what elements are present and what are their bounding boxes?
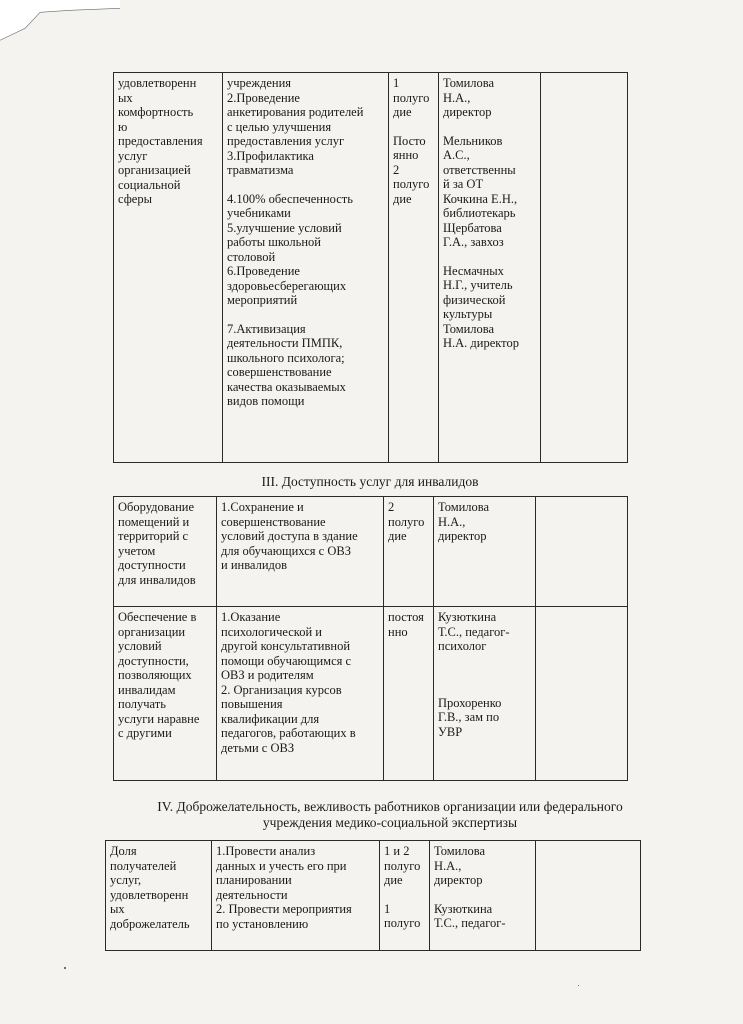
cell-text-line: услуги наравне	[118, 711, 200, 726]
cell-text-line: Н.А.,	[434, 858, 462, 873]
cell-text-line: Т.С., педагог-	[434, 916, 506, 930]
cell-text-line: педагогов, работающих в	[221, 726, 356, 740]
cell-text-line: 2	[393, 162, 400, 177]
cell-text-line: удовлетворенн	[110, 887, 189, 902]
cell-text-line	[227, 178, 385, 192]
cell-text-line: дие	[393, 105, 412, 119]
cell-text-line: сферы	[118, 192, 152, 206]
cell-text-line: Т.С., педагог-	[438, 624, 510, 639]
cell-text-line: й за ОТ	[443, 177, 484, 191]
cell-text-line: с другими	[118, 726, 172, 740]
cell-text-line: дие	[384, 873, 403, 887]
table-courtesy	[105, 840, 641, 951]
deadline-cell	[384, 607, 434, 781]
cell-text-line: Г.А., завхоз	[443, 235, 504, 249]
cell-text-line: дие	[388, 529, 407, 543]
cell-text-line: Томилова	[443, 321, 495, 336]
empty-cell	[536, 607, 628, 781]
cell-text-line: столовой	[227, 249, 276, 264]
cell-text-line: Доля	[110, 844, 137, 858]
cell-text-line: Н.А. директор	[443, 336, 519, 350]
cell-text-line: удовлетворенн	[118, 76, 197, 90]
cell-text-line: видов помощи	[227, 394, 305, 408]
table-accessibility	[113, 496, 628, 781]
cell-text-line: нно	[388, 624, 408, 639]
cell-text-line: предоставления услуг	[227, 134, 345, 148]
cell-text-line: Оборудование	[118, 500, 195, 514]
cell-text-line: Несмачных	[443, 263, 504, 278]
cell-text-line: физической	[443, 292, 506, 307]
cell-text-line: учетом	[118, 543, 156, 558]
cell-text-line: Томилова	[438, 500, 490, 514]
cell-text-line: деятельности	[216, 887, 288, 902]
cell-text-line: квалификации для	[221, 711, 320, 726]
cell-text-line: УВР	[438, 724, 463, 739]
cell-text-line: Прохоренко	[438, 695, 502, 710]
empty-cell	[536, 497, 628, 607]
cell-text-line: данных и учесть его при	[216, 858, 347, 873]
cell-text-line: 6.Проведение	[227, 264, 300, 278]
cell-text-line: 7.Активизация	[227, 321, 306, 336]
cell-text-line: полуго	[384, 916, 421, 930]
table-row	[114, 497, 628, 607]
cell-text-line: учреждения	[227, 76, 292, 90]
cell-text-line: мероприятий	[227, 293, 298, 307]
cell-text-line: 1 и 2	[384, 844, 410, 858]
cell-text-line: Кочкина Е.Н.,	[443, 191, 518, 206]
cell-text-line: и инвалидов	[221, 558, 288, 572]
criterion-cell	[114, 607, 217, 781]
cell-text-line: директор	[434, 873, 483, 887]
cell-text-line: доступности	[118, 558, 186, 572]
cell-text-line: условий доступа в здание	[221, 529, 358, 543]
empty-cell	[536, 841, 641, 951]
cell-text-line: психологической и	[221, 624, 322, 639]
cell-text-line: социальной	[118, 177, 181, 192]
cell-text-line: для обучающихся с ОВЗ	[221, 543, 351, 558]
cell-text-line: 2.Проведение	[227, 90, 300, 105]
measures-cell	[212, 841, 380, 951]
cell-text-line: помещений и	[118, 514, 190, 529]
cell-text-line: организацией	[118, 163, 191, 177]
table-row	[114, 607, 628, 781]
cell-text-line: ых	[110, 902, 125, 916]
cell-text-line: ОВЗ и родителям	[221, 668, 314, 682]
cell-text-line: полуго	[393, 177, 430, 191]
cell-text-line: 1.Провести анализ	[216, 844, 316, 858]
cell-text-line: ответственны	[443, 162, 516, 177]
measures-cell	[223, 73, 389, 463]
cell-text-line: планировании	[216, 873, 292, 887]
section-heading-courtesy	[100, 799, 680, 831]
section-title: III. Доступность услуг для инвалидов	[261, 474, 479, 489]
cell-text-line: предоставления	[118, 134, 203, 148]
cell-text-line: 3.Профилактика	[227, 148, 314, 163]
cell-text-line: позволяющих	[118, 668, 192, 682]
cell-text-line: Томилова	[443, 76, 495, 90]
cell-text-line: работы школьной	[227, 235, 321, 249]
responsible-cell	[434, 497, 536, 607]
deadline-cell	[384, 497, 434, 607]
deadline-cell	[380, 841, 430, 951]
cell-text-line: здоровьесберегающих	[227, 278, 347, 293]
cell-text-line: инвалидам	[118, 682, 176, 697]
cell-text-line: Н.Г., учитель	[443, 278, 513, 292]
section-title-line: IV. Доброжелательность, вежливость работников организации или федерального	[157, 799, 623, 814]
cell-text-line: травматизма	[227, 163, 294, 177]
cell-text-line: 2	[388, 500, 395, 514]
cell-text-line: директор	[443, 105, 492, 119]
scan-page-edge	[0, 0, 120, 90]
cell-text-line	[227, 308, 385, 322]
cell-text-line: Томилова	[434, 844, 486, 858]
cell-text-line: получать	[118, 697, 166, 711]
cell-text-line: А.С.,	[443, 148, 470, 162]
criterion-cell	[114, 73, 223, 463]
table-satisfaction-continued	[113, 72, 628, 463]
cell-text-line: 2. Провести мероприятия	[216, 902, 352, 916]
cell-text-line: библиотекарь	[443, 206, 516, 220]
cell-text-line: директор	[438, 529, 487, 543]
cell-text-line: Г.В., зам по	[438, 710, 500, 724]
cell-text-line: Кузюткина	[438, 610, 497, 624]
cell-text-line: 1	[384, 901, 391, 916]
cell-text-line: полуго	[384, 858, 421, 873]
cell-text-line: доступности,	[118, 653, 189, 668]
cell-text-line: Кузюткина	[434, 901, 493, 916]
measures-cell	[217, 497, 384, 607]
cell-text-line: услуг,	[110, 873, 142, 887]
cell-text-line	[384, 888, 426, 902]
section-title-line: учреждения медико-социальной экспертизы	[262, 815, 518, 830]
cell-text-line: школьного психолога;	[227, 350, 345, 365]
table-row	[114, 73, 628, 463]
cell-text-line: по установлению	[216, 916, 309, 931]
measures-cell	[217, 607, 384, 781]
cell-text-line: территорий с	[118, 529, 189, 543]
cell-text-line: янно	[393, 148, 419, 162]
cell-text-line: Н.А.,	[438, 514, 466, 529]
cell-text-line: 2. Организация курсов	[221, 682, 342, 697]
cell-text-line: Обеспечение в	[118, 610, 197, 624]
cell-text-line: психолог	[438, 639, 487, 653]
cell-text-line: 5.улучшение условий	[227, 220, 342, 235]
cell-text-line: получателей	[110, 858, 177, 873]
cell-text-line: дие	[393, 191, 412, 206]
cell-text-line: условий	[118, 639, 162, 653]
cell-text-line: комфортность	[118, 105, 194, 119]
cell-text-line: 1.Оказание	[221, 610, 281, 624]
responsible-cell	[434, 607, 536, 781]
deadline-cell	[389, 73, 439, 463]
criterion-cell	[114, 497, 217, 607]
cell-text-line: Мельников	[443, 133, 503, 148]
cell-text-line: для инвалидов	[118, 572, 196, 587]
responsible-cell	[439, 73, 541, 463]
scan-speck	[64, 967, 66, 969]
cell-text-line: совершенствование	[227, 365, 332, 379]
cell-text-line	[438, 654, 532, 668]
cell-text-line: услуг	[118, 148, 148, 163]
cell-text-line: культуры	[443, 307, 493, 321]
cell-text-line: с целью улучшения	[227, 119, 332, 134]
cell-text-line: 4.100% обеспеченность	[227, 191, 353, 206]
cell-text-line: организации	[118, 624, 186, 639]
section-heading-accessibility	[113, 474, 627, 490]
cell-text-line: деятельности ПМПК,	[227, 336, 343, 350]
cell-text-line: Посто	[393, 133, 426, 148]
cell-text-line: Щербатова	[443, 220, 502, 235]
cell-text-line	[438, 682, 532, 696]
cell-text-line: 1.Сохранение и	[221, 500, 304, 514]
cell-text-line: повышения	[221, 697, 283, 711]
cell-text-line: 1	[393, 76, 400, 90]
cell-text-line: Н.А.,	[443, 90, 471, 105]
cell-text-line: учебниками	[227, 206, 291, 220]
scan-speck	[578, 985, 579, 986]
cell-text-line	[438, 668, 532, 682]
cell-text-line: постоя	[388, 610, 424, 624]
cell-text-line: ю	[118, 119, 128, 134]
responsible-cell	[430, 841, 536, 951]
criterion-cell	[106, 841, 212, 951]
cell-text-line	[434, 888, 532, 902]
cell-text-line: детьми с ОВЗ	[221, 740, 295, 755]
cell-text-line	[443, 250, 537, 264]
cell-text-line: анкетирования родителей	[227, 105, 364, 119]
table-row	[106, 841, 641, 951]
cell-text-line: полуго	[393, 90, 430, 105]
cell-text-line: доброжелатель	[110, 916, 190, 931]
cell-text-line	[443, 120, 537, 134]
cell-text-line: качества оказываемых	[227, 379, 346, 394]
cell-text-line	[393, 120, 435, 134]
cell-text-line: ых	[118, 90, 133, 105]
cell-text-line: помощи обучающимся с	[221, 653, 352, 668]
empty-cell	[541, 73, 628, 463]
cell-text-line: другой консультативной	[221, 639, 351, 653]
cell-text-line: полуго	[388, 514, 425, 529]
cell-text-line: совершенствование	[221, 514, 326, 529]
